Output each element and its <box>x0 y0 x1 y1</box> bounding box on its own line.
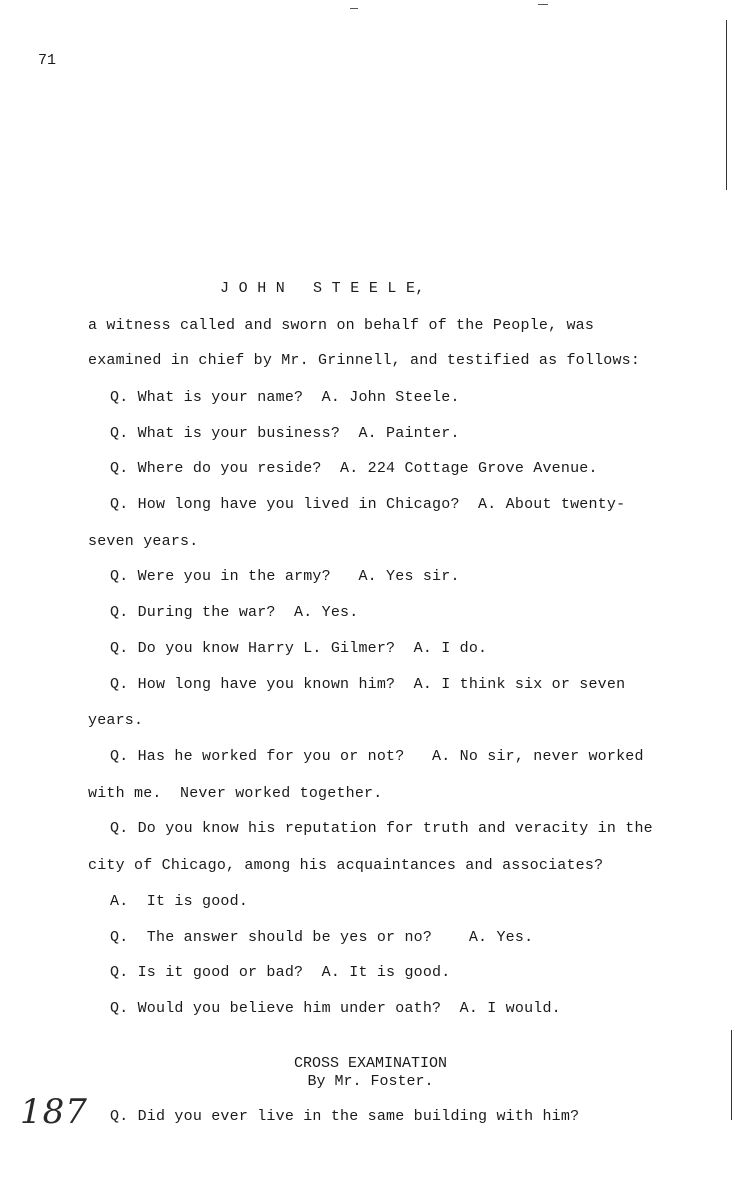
cross-examination-title: CROSS EXAMINATION <box>293 1055 448 1072</box>
testimony-line: years. <box>88 712 144 729</box>
intro-line-1: a witness called and sworn on behalf of the People, was <box>88 317 595 334</box>
testimony-line: Q. Were you in the army? A. Yes sir. <box>110 568 460 585</box>
testimony-line: Q. What is your business? A. Painter. <box>110 425 460 442</box>
testimony-line: Q. Would you believe him under oath? A. I would. <box>110 1000 561 1017</box>
testimony-line: Q. Is it good or bad? A. It is good. <box>110 964 451 981</box>
testimony-line: Q. Has he worked for you or not? A. No sir, never worked <box>110 748 644 765</box>
testimony-line: Q. Did you ever live in the same building with him? <box>110 1108 580 1125</box>
scan-edge-mark <box>731 1030 732 1120</box>
testimony-line: Q. How long have you lived in Chicago? A. About twenty- <box>110 496 626 513</box>
cross-examination-by: By Mr. Foster. <box>307 1073 434 1090</box>
page-number: 71 <box>38 52 57 69</box>
testimony-line: Q. What is your name? A. John Steele. <box>110 389 460 406</box>
intro-line-2: examined in chief by Mr. Grinnell, and testified as follows: <box>88 352 641 369</box>
testimony-line: Q. How long have you known him? A. I think six or seven <box>110 676 626 693</box>
testimony-line: Q. Do you know his reputation for truth and veracity in the <box>110 820 653 837</box>
testimony-line: city of Chicago, among his acquaintances and associates? <box>88 857 604 874</box>
scan-speck <box>350 8 358 9</box>
testimony-line: Q. The answer should be yes or no? A. Yes. <box>110 929 534 946</box>
testimony-line: Q. Where do you reside? A. 224 Cottage Grove Avenue. <box>110 460 598 477</box>
testimony-line: seven years. <box>88 533 199 550</box>
scan-speck <box>538 4 548 5</box>
testimony-line: A. It is good. <box>110 893 249 910</box>
witness-name-heading: J O H N S T E E L E, <box>220 280 425 297</box>
testimony-line: Q. During the war? A. Yes. <box>110 604 359 621</box>
scan-edge-mark <box>726 20 727 190</box>
handwritten-margin-note: 187 <box>20 1092 88 1132</box>
testimony-line: with me. Never worked together. <box>88 785 383 802</box>
testimony-line: Q. Do you know Harry L. Gilmer? A. I do. <box>110 640 488 657</box>
